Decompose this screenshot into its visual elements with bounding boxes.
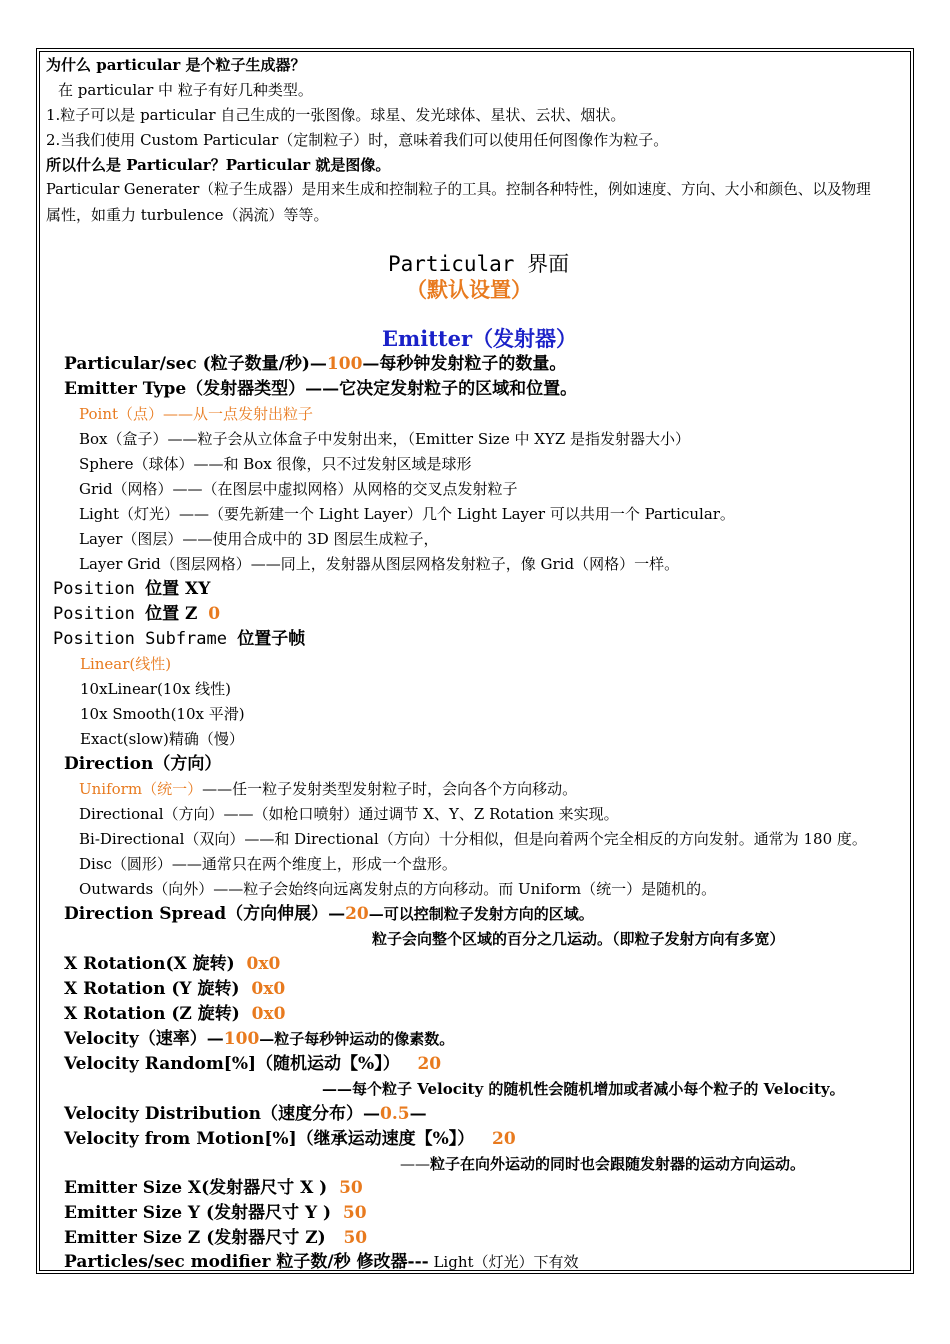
- rotation-x-value: 0x0: [246, 954, 281, 974]
- emitter-size-x-label: Emitter Size X(发射器尺寸 X ): [64, 1178, 328, 1198]
- rotation-x-label: X Rotation(X 旋转): [64, 954, 235, 974]
- velocity-from-motion-note: [400, 1152, 805, 1176]
- emitter-type-light: Light（灯光）——（要先新建一个 Light Layer）几个 Light Layer 可以共用一个 Particular。: [79, 505, 735, 523]
- velocity-random-label: Velocity Random[%]（随机运动【%】）: [64, 1054, 400, 1074]
- position-z-value: 0: [208, 604, 221, 624]
- subframe-linear: Linear(线性): [80, 655, 172, 673]
- velocity-from-motion-label: Velocity from Motion[%]（继承运动速度【%】）: [64, 1129, 475, 1149]
- emitter-type-layer: Layer（图层）——使用合成中的 3D 图层生成粒子，: [79, 530, 439, 548]
- direction-bidirectional: Bi-Directional（双向）——和 Directional（方向）十分相似，但是向着两个完全相反的方向发射。通常为 180 度。: [79, 830, 867, 848]
- velocity-distribution-dash: —: [409, 1104, 427, 1124]
- intro-line-2: 1.粒子可以是 particular 自己生成的一张图像。球星、发光球体、星状、云状、烟状。: [46, 106, 626, 124]
- direction-spread-label: Direction Spread（方向伸展）—: [64, 904, 346, 924]
- rotation-y: [64, 977, 285, 1001]
- direction-uniform: [79, 777, 577, 801]
- intro-line-6: 属性，如重力 turbulence（涡流）等等。: [46, 206, 329, 224]
- rotation-z: [64, 1002, 285, 1026]
- subframe-10x-linear: 10xLinear(10x 线性): [80, 680, 231, 698]
- direction-spread-note: 粒子会向整个区域的百分之几运动。（即粒子发射方向有多宽）: [372, 930, 785, 948]
- emitter-size-y-label: Emitter Size Y (发射器尺寸 Y ): [64, 1203, 332, 1223]
- direction-disc: Disc（圆形）——通常只在两个维度上，形成一个盘形。: [79, 855, 457, 873]
- emitter-size-z-label: Emitter Size Z (发射器尺寸 Z): [64, 1228, 326, 1248]
- particles-per-sec-value: 100: [326, 354, 363, 374]
- velocity-value: 100: [223, 1029, 260, 1049]
- direction-spread: [64, 902, 594, 926]
- rotation-y-value: 0x0: [251, 979, 286, 999]
- particles-per-sec-desc: —每秒钟发射粒子的数量。: [362, 354, 567, 374]
- direction-uniform-label: Uniform（统一）: [79, 780, 203, 798]
- velocity-distribution-label: Velocity Distribution（速度分布）—: [64, 1104, 380, 1124]
- emitter-size-x-value: 50: [339, 1178, 363, 1198]
- position-z: [53, 602, 220, 626]
- position-z-en: Position: [53, 604, 146, 624]
- section-title: Particular 界面: [388, 252, 570, 276]
- velocity-random: [64, 1052, 441, 1076]
- velocity: [64, 1027, 454, 1051]
- velocity-distribution-value: 0.5: [380, 1104, 410, 1124]
- emitter-type-grid: Grid（网格）——（在图层中虚拟网格）从网格的交叉点发射粒子: [79, 480, 518, 498]
- particles-per-sec: [64, 352, 566, 376]
- emitter-heading: Emitter（发射器）: [382, 326, 578, 351]
- velocity-distribution: [64, 1102, 427, 1126]
- direction-spread-value: 20: [345, 904, 369, 924]
- intro-line-4: 所以什么是 Particular？Particular 就是图像。: [46, 156, 391, 174]
- position-xy-cn: 位置 XY: [145, 579, 211, 599]
- rotation-x: [64, 952, 280, 976]
- emitter-type: Emitter Type（发射器类型）——它决定发射粒子的区域和位置。: [64, 379, 578, 399]
- emitter-type-layer-grid: Layer Grid（图层网格）——同上，发射器从图层网格发射粒子，像 Grid（网格）一样。: [79, 555, 680, 573]
- intro-line-1: 在 particular 中 粒子有好几种类型。: [58, 81, 313, 99]
- emitter-size-y: [64, 1201, 367, 1225]
- position-xy: [53, 577, 210, 601]
- section-subtitle: （默认设置）: [406, 277, 532, 302]
- particles-sec-modifier: [64, 1250, 579, 1274]
- velocity-from-motion: [64, 1127, 516, 1151]
- particles-sec-modifier-desc: Light（灯光）下有效: [428, 1253, 579, 1271]
- particles-per-sec-label: Particular/sec (粒子数量/秒)—: [64, 354, 327, 374]
- intro-heading: 为什么 particular 是个粒子生成器？: [46, 56, 306, 74]
- intro-line-3: 2.当我们使用 Custom Particular（定制粒子）时，意味着我们可以使用任何图像作为粒子。: [46, 131, 669, 149]
- particles-sec-modifier-label: Particles/sec modifier 粒子数/秒 修改器---: [64, 1252, 429, 1272]
- direction-uniform-desc: ——任一粒子发射类型发射粒子时，会向各个方向移动。: [202, 780, 578, 798]
- velocity-random-value: 20: [417, 1054, 442, 1074]
- rotation-z-label: X Rotation (Z 旋转): [64, 1004, 240, 1024]
- position-z-cn: 位置 Z: [145, 604, 198, 624]
- subframe-10x-smooth: 10x Smooth(10x 平滑): [80, 705, 245, 723]
- direction-outwards: Outwards（向外）——粒子会始终向远离发射点的方向移动。而 Uniform（统一）是随机的。: [79, 880, 717, 898]
- velocity-random-note: ——每个粒子 Velocity 的随机性会随机增加或者减小每个粒子的 Velocity。: [322, 1080, 845, 1098]
- position-subframe: [53, 627, 305, 651]
- emitter-size-z-value: 50: [343, 1228, 368, 1248]
- subframe-exact: Exact(slow)精确（慢）: [80, 730, 244, 748]
- velocity-from-motion-note-dash: ——: [400, 1155, 430, 1173]
- direction-spread-desc: —可以控制粒子发射方向的区域。: [368, 905, 594, 923]
- velocity-from-motion-value: 20: [492, 1129, 516, 1149]
- rotation-z-value: 0x0: [251, 1004, 286, 1024]
- position-subframe-cn: 位置子帧: [237, 629, 306, 649]
- emitter-size-z: [64, 1226, 367, 1250]
- emitter-size-x: [64, 1176, 363, 1200]
- intro-line-5: Particular Generater（粒子生成器）是用来生成和控制粒子的工具。控制各种特性，例如速度、方向、大小和颜色、以及物理: [46, 181, 871, 198]
- direction-directional: Directional（方向）——（如枪口喷射）通过调节 X、Y、Z Rotation 来实现。: [79, 805, 619, 823]
- velocity-desc: —粒子每秒钟运动的像素数。: [259, 1030, 455, 1048]
- direction-heading: Direction（方向）: [64, 754, 222, 774]
- velocity-from-motion-note-text: 粒子在向外运动的同时也会跟随发射器的运动方向运动。: [430, 1155, 806, 1173]
- emitter-type-sphere: Sphere（球体）——和 Box 很像，只不过发射区域是球形: [79, 455, 472, 473]
- emitter-type-box: Box（盒子）——粒子会从立体盒子中发射出来，（Emitter Size 中 XYZ 是指发射器大小）: [79, 430, 691, 448]
- rotation-y-label: X Rotation (Y 旋转): [64, 979, 240, 999]
- position-subframe-en: Position Subframe: [53, 629, 238, 649]
- emitter-size-y-value: 50: [342, 1203, 367, 1223]
- emitter-type-point: Point（点）——从一点发射出粒子: [79, 405, 314, 423]
- position-xy-en: Position: [53, 579, 146, 599]
- velocity-label: Velocity（速率）—: [64, 1029, 224, 1049]
